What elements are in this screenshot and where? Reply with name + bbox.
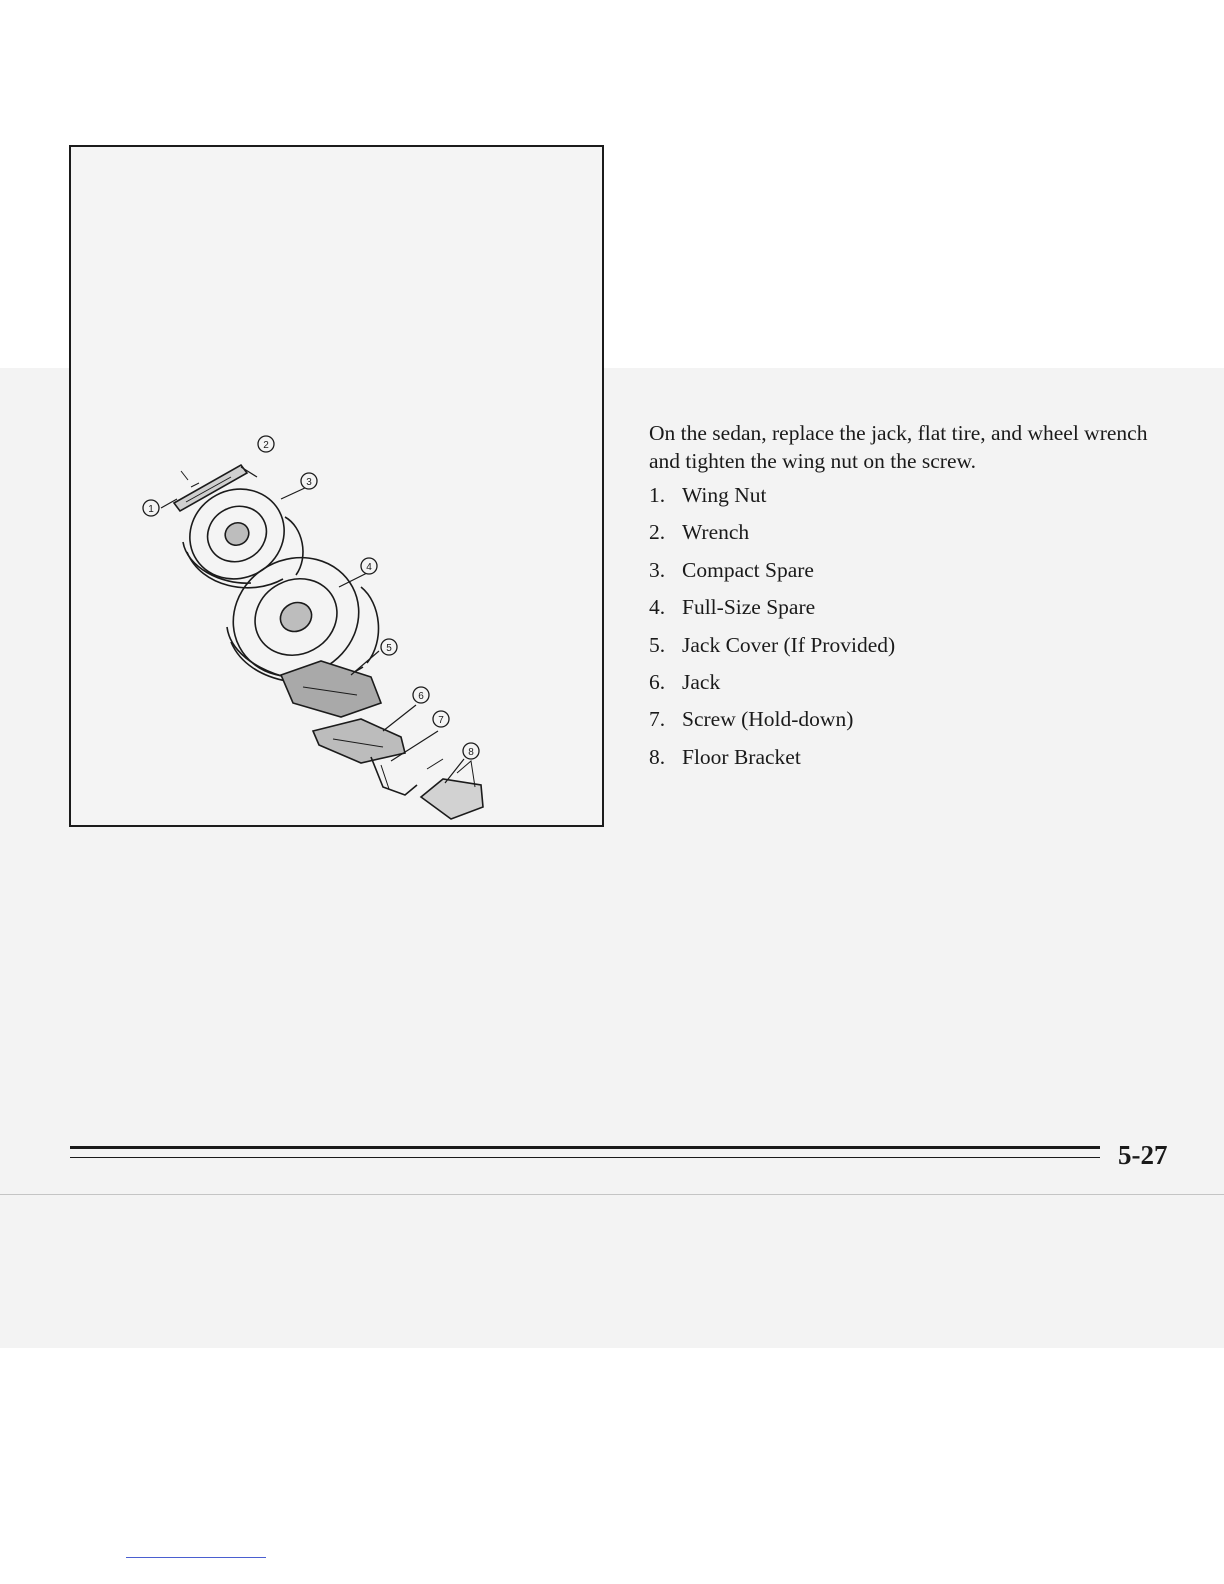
item-label: Jack [682, 669, 721, 694]
svg-text:1: 1 [148, 504, 154, 515]
svg-text:6: 6 [418, 691, 424, 702]
bottom-underline [126, 1557, 266, 1558]
stowage-illustration [71, 147, 602, 825]
item-label: Wing Nut [682, 483, 767, 507]
footer-rule-thin [70, 1157, 1100, 1158]
svg-text:4: 4 [366, 562, 372, 573]
item-number: 4. [649, 595, 666, 620]
item-number: 6. [649, 669, 666, 694]
callout-6 [413, 687, 429, 703]
svg-text:7: 7 [438, 715, 444, 726]
spare-tire-stowage-figure [69, 145, 604, 827]
item-label: Wrench [682, 520, 750, 545]
compact-spare-drawing [174, 473, 303, 596]
item-label: Jack Cover (If Provided) [682, 632, 896, 657]
svg-text:8: 8 [468, 747, 474, 758]
item-number: 1. [649, 483, 666, 507]
jack-drawing [313, 719, 405, 763]
item-number: 3. [649, 557, 666, 582]
list-item [649, 594, 895, 631]
item-number: 2. [649, 520, 666, 545]
item-label: Screw (Hold-down) [682, 707, 854, 732]
callout-leader-lines [161, 467, 464, 783]
floor-bracket-drawing [421, 759, 483, 819]
list-item [649, 744, 895, 781]
wrench-drawing [174, 465, 247, 511]
callout-4 [361, 558, 377, 574]
item-label: Floor Bracket [682, 744, 801, 769]
parts-list [649, 482, 895, 781]
callout-7 [433, 711, 449, 727]
hold-down-screw-drawing [371, 757, 417, 795]
item-number: 5. [649, 632, 666, 657]
callout-8 [463, 743, 479, 759]
list-item [649, 706, 895, 743]
list-item [649, 482, 895, 519]
callout-3 [301, 473, 317, 489]
item-number: 8. [649, 744, 666, 769]
list-item [649, 632, 895, 669]
item-number: 7. [649, 707, 666, 732]
callout-2 [258, 436, 274, 452]
page-number: 5-27 [1118, 1140, 1168, 1170]
jack-cover-drawing [281, 661, 381, 717]
footer-rule-thick [70, 1146, 1100, 1149]
svg-text:3: 3 [306, 477, 312, 488]
scan-edge-line [0, 1194, 1224, 1195]
callout-circles [143, 436, 479, 759]
svg-text:2: 2 [263, 440, 269, 451]
instruction-paragraph: On the sedan, replace the jack, flat tire, and wheel wrench and tighten the wing nut on the screw. [649, 421, 1148, 473]
callout-5 [381, 639, 397, 655]
item-label: Full-Size Spare [682, 595, 816, 620]
list-item [649, 519, 895, 556]
list-item [649, 557, 895, 594]
item-label: Compact Spare [682, 557, 814, 582]
callout-1 [143, 500, 159, 516]
list-item [649, 669, 895, 706]
svg-text:5: 5 [386, 643, 392, 654]
